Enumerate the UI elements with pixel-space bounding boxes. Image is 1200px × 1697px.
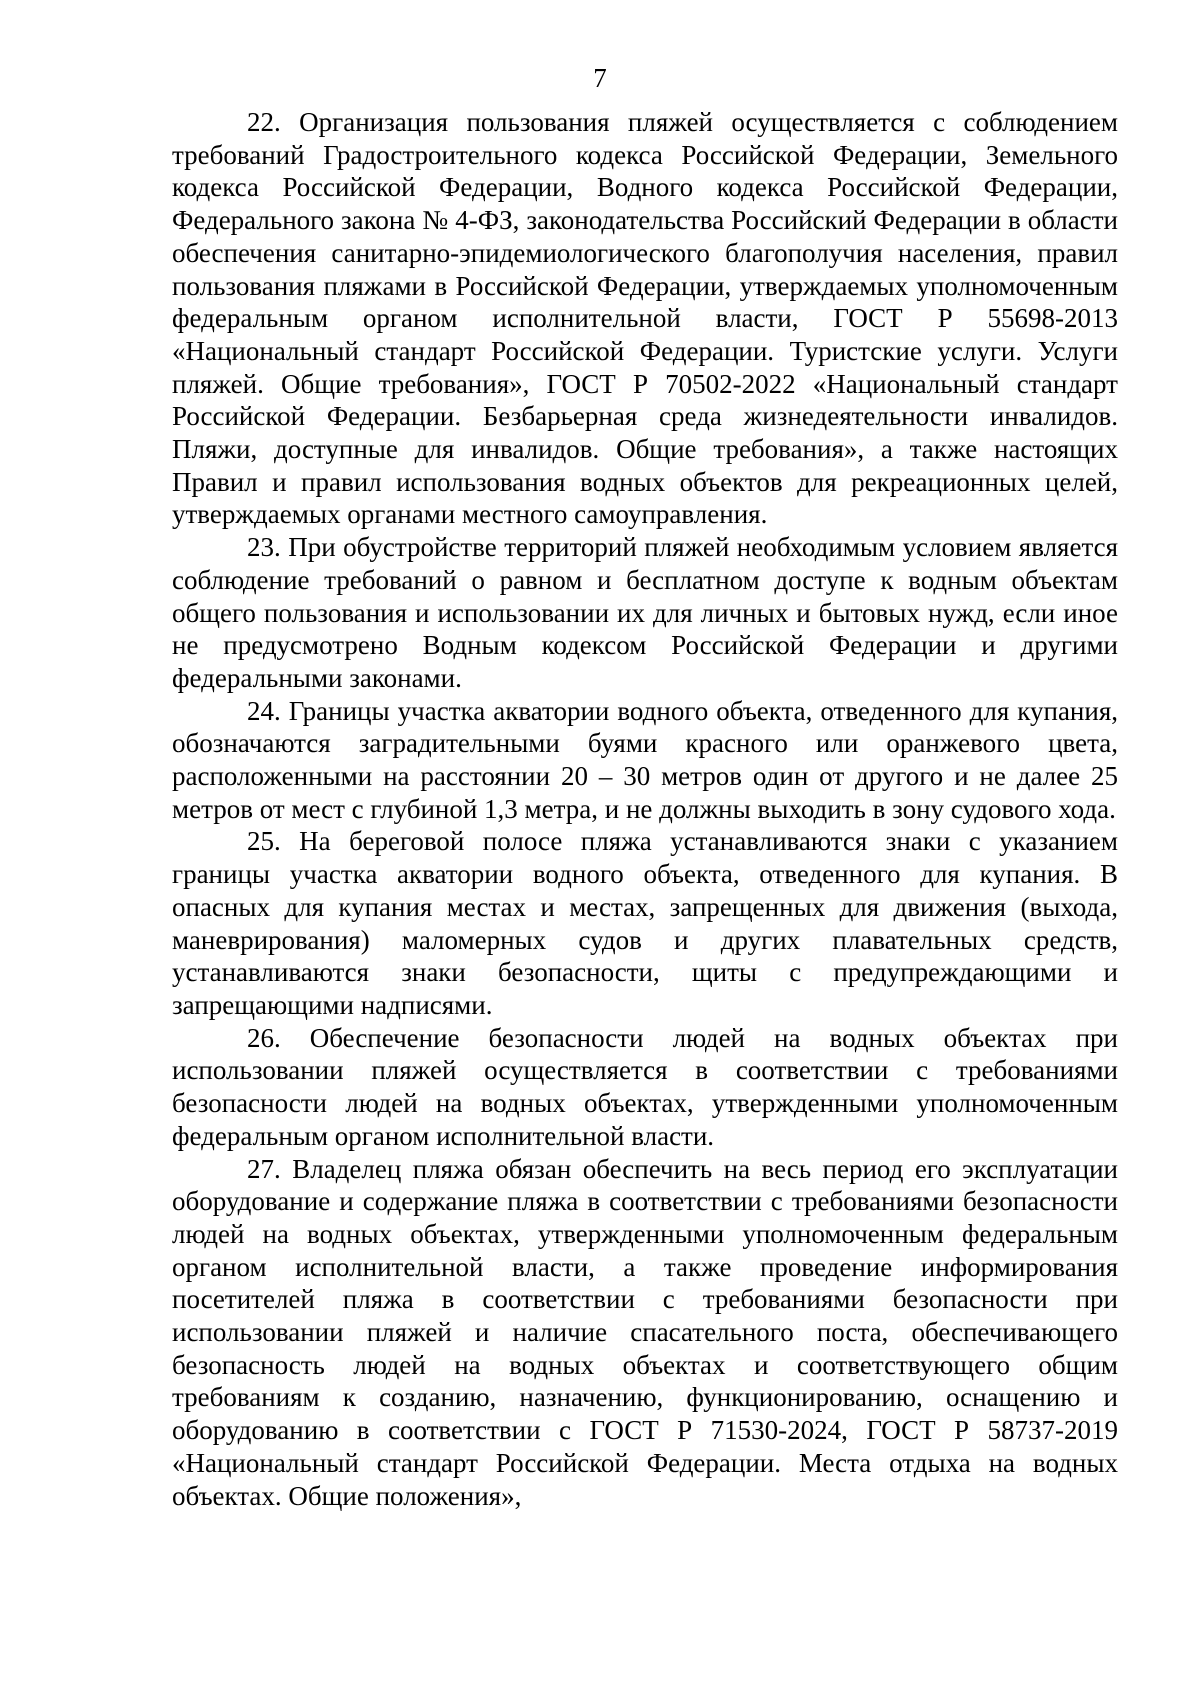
paragraph-25: 25. На береговой полосе пляжа устанавливаются знаки с указанием границы участка акватории водного объекта, отведенного для купания. В опасных для купания местах и местах, запрещенных для движения (выхода, маневрирования) маломерных судов и других плавательных средств, устанавливаются знаки безопасности, щиты с предупреждающими и запрещающими надписями. — [172, 826, 1118, 1020]
paragraph-24: 24. Границы участка акватории водного объекта, отведенного для купания, обозначаются заградительными буями красного или оранжевого цвета, расположенными на расстоянии 20 – 30 метров один от другого и не далее 25 метров от мест с глубиной 1,3 метра, и не должны выходить в зону судового хода. — [172, 695, 1118, 824]
paragraph-22: 22. Организация пользования пляжей осуществляется с соблюдением требований Градостроительного кодекса Российской Федерации, Земельного кодекса Российской Федерации, Водного кодекса Российской Федерации, Федерального закона № 4-ФЗ, законодательства Российский Федерации в области обеспечения санитарно-эпидемиологического благополучия населения, правил пользования пляжами в Российской Федерации, утверждаемых уполномоченным федеральным органом исполнительной власти, ГОСТ Р 55698-2013 «Национальный стандарт Российской Федерации. Туристские услуги. Услуги пляжей. Общие требования», ГОСТ Р 70502-2022 «Национальный стандарт Российской Федерации. Безбарьерная среда жизнедеятельности инвалидов. Пляжи, доступные для инвалидов. Общие требования», а также настоящих Правил и правил использования водных объектов для рекреационных целей, утверждаемых органами местного самоуправления. — [172, 107, 1118, 530]
paragraph-26: 26. Обеспечение безопасности людей на водных объектах при использовании пляжей осуществляется в соответствии с требованиями безопасности людей на водных объектах, утвержденными уполномоченным федеральным органом исполнительной власти. — [172, 1022, 1118, 1151]
paragraph-23: 23. При обустройстве территорий пляжей необходимым условием является соблюдение требований о равном и бесплатном доступе к водным объектам общего пользования и использовании их для личных и бытовых нужд, если иное не предусмотрено Водным кодексом Российской Федерации и другими федеральными законами. — [172, 532, 1118, 693]
paragraph-27: 27. Владелец пляжа обязан обеспечить на весь период его эксплуатации оборудование и содержание пляжа в соответствии с требованиями безопасности людей на водных объектах, утвержденными уполномоченным федеральным органом исполнительной власти, а также проведение информирования посетителей пляжа в соответствии с требованиями безопасности при использовании пляжей и наличие спасательного поста, обеспечивающего безопасность людей на водных объектах и соответствующего общим требованиям к созданию, назначению, функционированию, оснащению и оборудованию в соответствии с ГОСТ Р 71530-2024, ГОСТ Р 58737-2019 «Национальный стандарт Российской Федерации. Места отдыха на водных объектах. Общие положения», — [172, 1153, 1118, 1511]
page-number: 7 — [593, 63, 607, 93]
document-body — [172, 106, 1118, 1512]
